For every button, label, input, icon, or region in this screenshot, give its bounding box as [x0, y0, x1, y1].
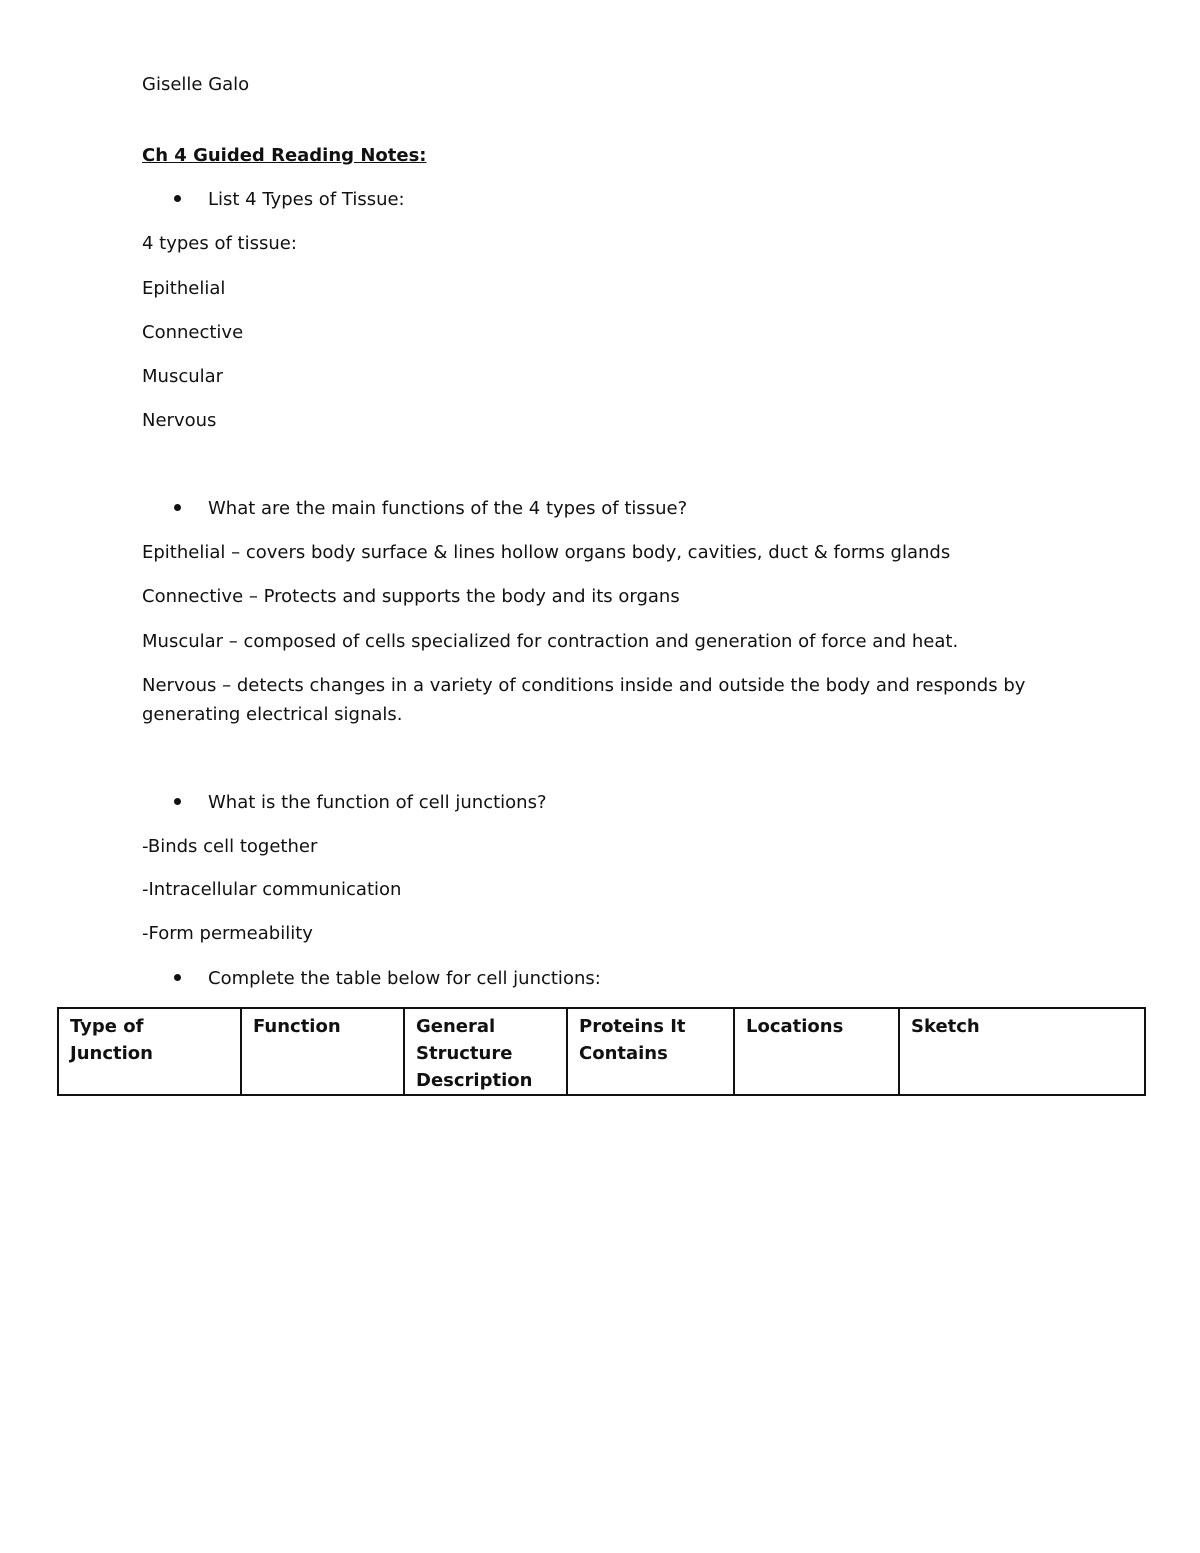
bullet-text: List 4 Types of Tissue:: [208, 189, 405, 210]
header-type-of-junction: Type of Junction: [58, 1008, 241, 1095]
bullet-complete-table: [174, 968, 601, 990]
junction-function-item: -Intracellular communication: [142, 879, 402, 900]
bullet-icon: [174, 504, 181, 511]
tissue-item: Nervous: [142, 410, 217, 431]
header-sketch: Sketch: [899, 1008, 1145, 1095]
bullet-text: What are the main functions of the 4 types of tissue?: [208, 498, 688, 519]
cell-junctions-table: [57, 1007, 1146, 1096]
junction-function-item: -Binds cell together: [142, 836, 318, 857]
tissue-item: Epithelial: [142, 278, 226, 299]
function-item: Nervous – detects changes in a variety of conditions inside and outside the body and responds by generating electrical signals.: [142, 675, 1026, 725]
bullet-list-types: [174, 189, 405, 211]
bullet-text: What is the function of cell junctions?: [208, 792, 547, 813]
function-item: Connective – Protects and supports the body and its organs: [142, 586, 680, 607]
tissue-item: Muscular: [142, 366, 224, 387]
bullet-icon: [174, 974, 181, 981]
bullet-text: Complete the table below for cell junctions:: [208, 968, 601, 989]
header-function: Function: [241, 1008, 404, 1095]
tissue-intro: 4 types of tissue:: [142, 233, 297, 254]
header-proteins: Proteins It Contains: [567, 1008, 734, 1095]
bullet-icon: [174, 798, 181, 805]
header-locations: Locations: [734, 1008, 899, 1095]
author-name: Giselle Galo: [142, 74, 250, 95]
junction-function-item: -Form permeability: [142, 923, 313, 944]
tissue-item: Connective: [142, 322, 244, 343]
page-title: Ch 4 Guided Reading Notes:: [142, 145, 427, 166]
bullet-icon: [174, 195, 181, 202]
bullet-cell-junctions: [174, 792, 547, 814]
table-header-row: [58, 1008, 1145, 1095]
function-item: Muscular – composed of cells specialized for contraction and generation of force and heat.: [142, 631, 959, 652]
header-general-structure: General Structure Description: [404, 1008, 567, 1095]
function-item: Epithelial – covers body surface & lines hollow organs body, cavities, duct & forms glands: [142, 542, 951, 563]
bullet-functions: [174, 498, 687, 520]
